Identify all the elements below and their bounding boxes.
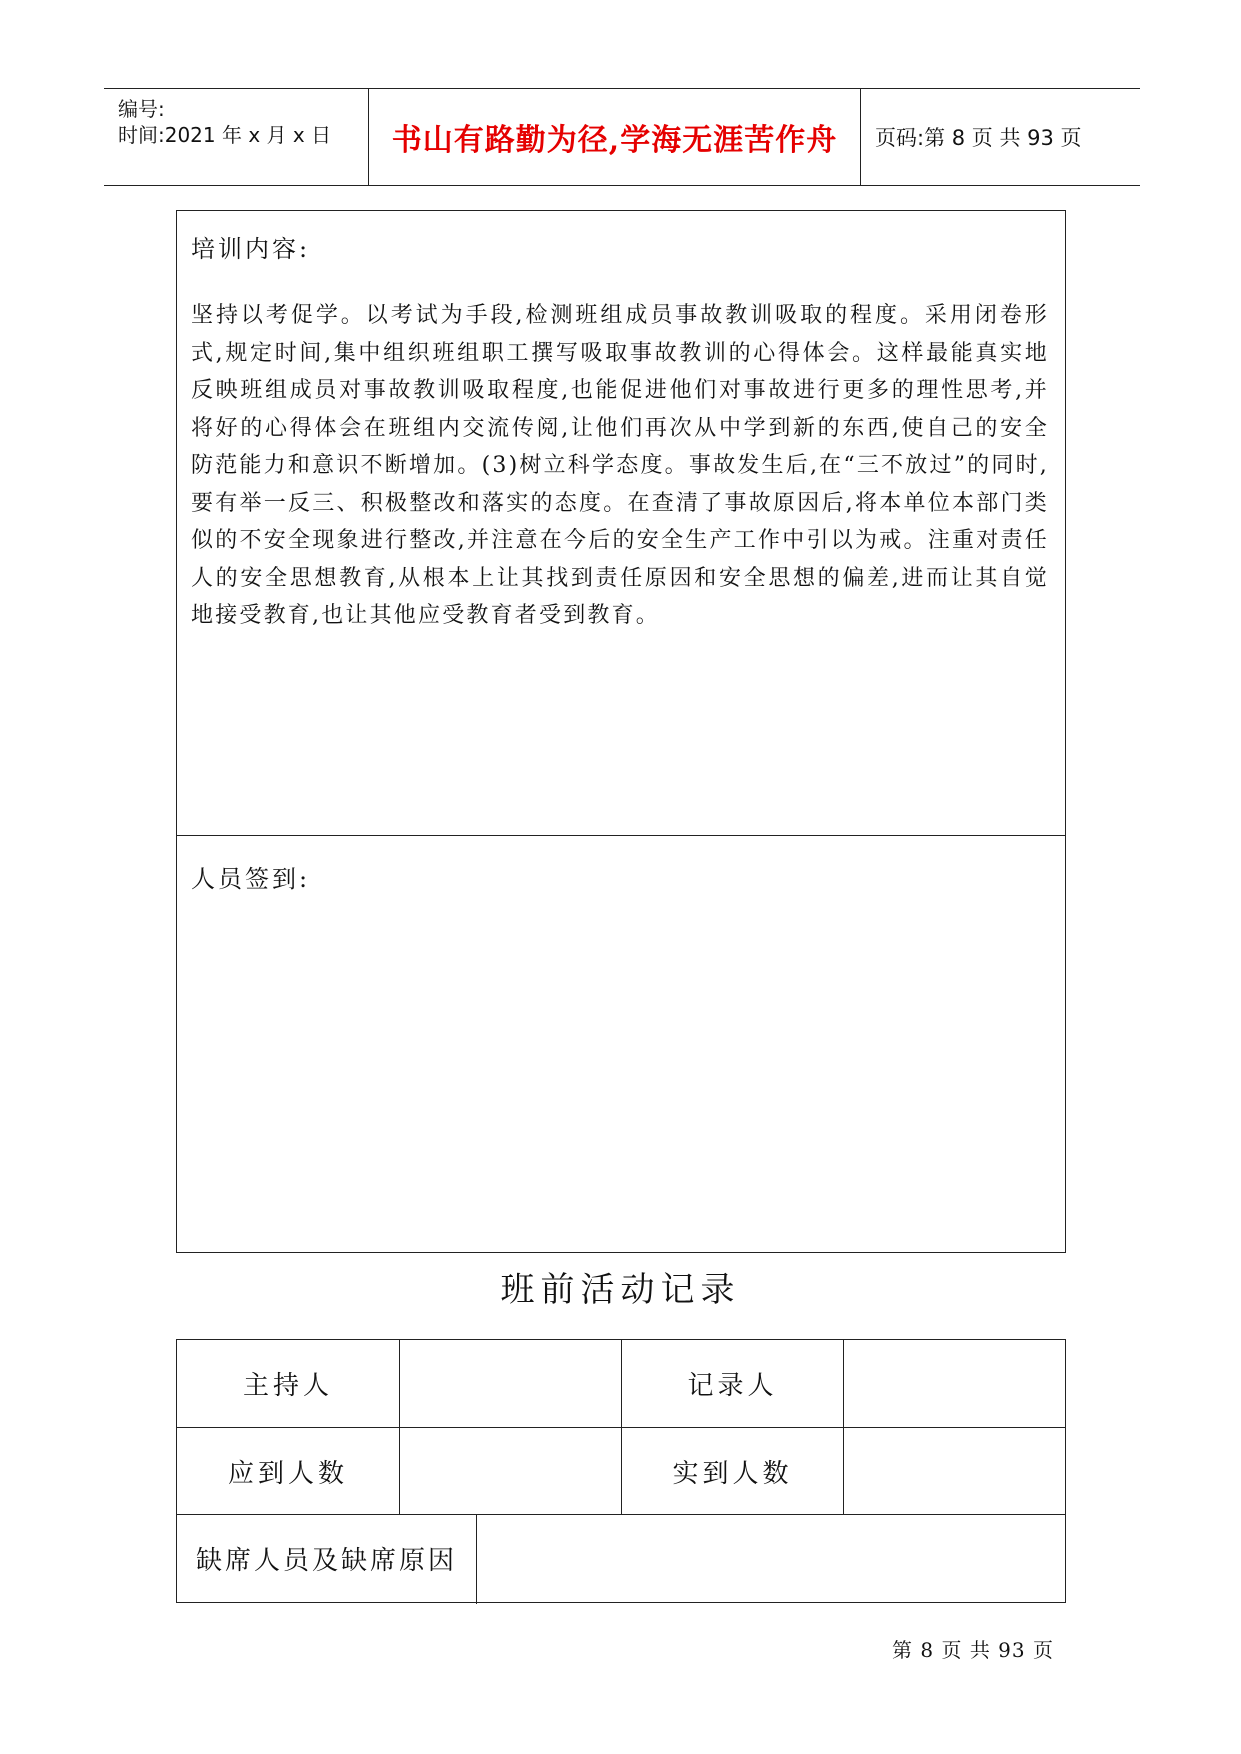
record-table bbox=[176, 1339, 1066, 1603]
absent-field[interactable] bbox=[477, 1515, 1065, 1601]
training-content-text: 坚持以考促学。以考试为手段,检测班组成员事故教训吸取的程度。采用闭卷形式,规定时间,集中组织班组职工撰写吸取事故教训的心得体会。这样最能真实地反映班组成员对事故教训吸取程度,也能促进他们对事故进行更多的理性思考,并将好的心得体会在班组内交流传阅,让他们再次从中学到新的东西,使自己的安全防范能力和意识不断增加。(3)树立科学态度。事故发生后,在“三不放过”的同时,要有举一反三、积极整改和落实的态度。在查清了事故原因后,将本单位本部门类似的不安全现象进行整改,并注意在今后的安全生产工作中引以为戒。注重对责任人的安全思想教育,从根本上让其找到责任原因和安全思想的偏差,进而让其自觉地接受教育,也让其他应受教育者受到教育。 bbox=[191, 303, 1049, 628]
actual-attendance-label: 实到人数 bbox=[672, 1458, 793, 1489]
training-content-title: 培训内容: bbox=[191, 235, 311, 263]
signin-title: 人员签到: bbox=[191, 865, 311, 893]
header-meta bbox=[104, 89, 369, 185]
section-divider bbox=[177, 835, 1065, 836]
recorder-label: 记录人 bbox=[687, 1371, 778, 1401]
doc-number-label: 编号: bbox=[118, 97, 165, 121]
host-field[interactable] bbox=[400, 1340, 621, 1427]
page-header bbox=[104, 88, 1140, 186]
header-motto: 书山有路勤为径,学海无涯苦作舟 bbox=[391, 123, 838, 158]
page-footer: 第 8 页 共 93 页 bbox=[892, 1638, 1054, 1662]
host-label: 主持人 bbox=[242, 1371, 333, 1401]
expected-attendance-field[interactable] bbox=[400, 1428, 621, 1514]
header-page-number: 页码:第 8 页 共 93 页 bbox=[875, 126, 1082, 150]
header-motto-cell bbox=[369, 89, 861, 185]
actual-attendance-field[interactable] bbox=[844, 1428, 1065, 1514]
recorder-field[interactable] bbox=[844, 1340, 1065, 1427]
absent-label: 缺席人员及缺席原因 bbox=[195, 1545, 457, 1576]
record-title: 班前活动记录 bbox=[500, 1270, 741, 1310]
expected-attendance-label: 应到人数 bbox=[227, 1458, 348, 1489]
training-record-box bbox=[176, 210, 1066, 1253]
doc-time-label: 时间:2021 年 x 月 x 日 bbox=[118, 123, 332, 147]
